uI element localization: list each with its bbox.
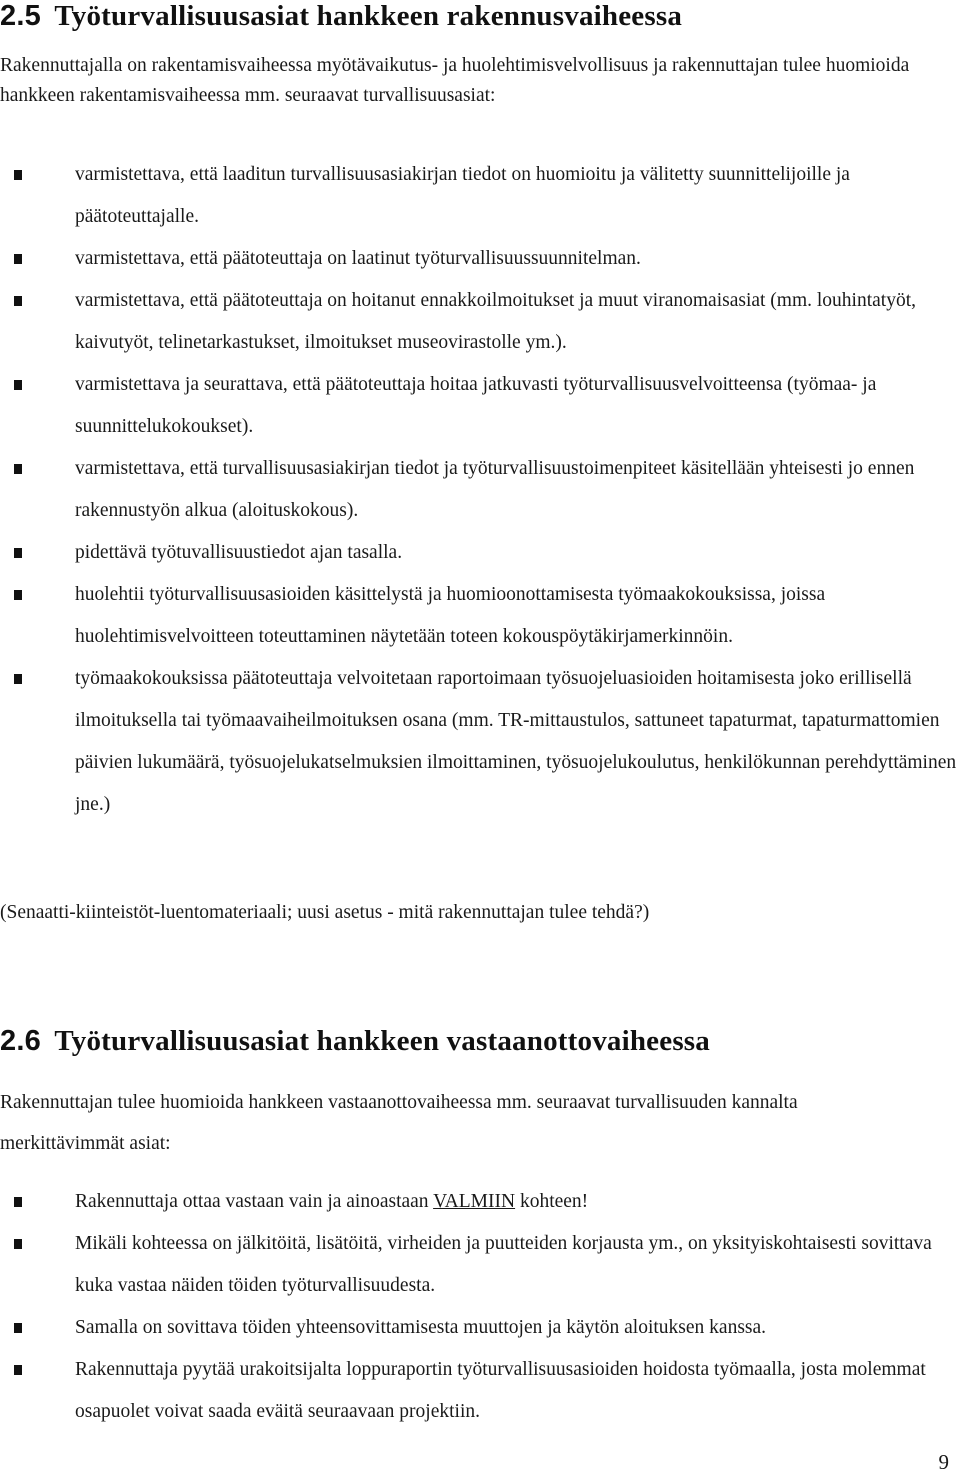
square-bullet-icon xyxy=(14,1239,22,1249)
list-item-text: varmistettava, että päätoteuttaja on hoitanut ennakkoilmoitukset ja muut viranomaisasiat (mm. louhintatyöt, kaivutyöt, telinetarkastukset, ilmoitukset museovirastolle ym.). xyxy=(75,290,917,353)
square-bullet-icon xyxy=(14,674,22,684)
section-number: 2.6 xyxy=(0,1025,41,1057)
list-item-text: varmistettava, että laaditun turvallisuusasiakirjan tiedot on huomioitu ja välitetty suunnittelijoille ja päätoteuttajalle. xyxy=(75,164,850,227)
list-item xyxy=(0,1223,958,1307)
section-title: Työturvallisuusasiat hankkeen rakennusvaiheessa xyxy=(54,0,683,32)
list-item xyxy=(0,154,958,238)
list-item xyxy=(0,238,958,280)
square-bullet-icon xyxy=(14,1197,22,1207)
section-intro: Rakennuttajalla on rakentamisvaiheessa myötävaikutus- ja huolehtimisvelvollisuus ja rakennuttajan tulee huomioida hankkeen rakentamisvaiheessa mm. seuraavat turvallisuusasiat: xyxy=(0,55,910,106)
list-item xyxy=(0,448,958,532)
list-item-text-start: Rakennuttaja ottaa vastaan vain ja ainoastaan xyxy=(75,1191,434,1212)
square-bullet-icon xyxy=(14,254,22,264)
section-intro: Rakennuttajan tulee huomioida hankkeen vastaanottovaiheessa mm. seuraavat turvallisuuden kannalta merkittävimmät asiat: xyxy=(0,1092,798,1154)
page-number: 9 xyxy=(938,1450,949,1474)
square-bullet-icon xyxy=(14,590,22,600)
square-bullet-icon xyxy=(14,296,22,306)
list-item-text: varmistettava, että turvallisuusasiakirjan tiedot ja työturvallisuustoimenpiteet käsitellään yhteisesti jo ennen rakennustyön alkua (aloituskokous). xyxy=(75,458,915,521)
list-item-text: Samalla on sovittava töiden yhteensovittamisesta muuttojen ja käytön aloituksen kanssa. xyxy=(75,1317,767,1338)
list-item-text: pidettävä työtuvallisuustiedot ajan tasalla. xyxy=(75,542,403,563)
list-item-text: huolehtii työturvallisuusasioiden käsittelystä ja huomioonottamisesta työmaakokouksissa, joissa huolehtimisvelvoitteen toteuttaminen näytetään toteen kokouspöytäkirjamerkinnöin. xyxy=(75,584,826,647)
square-bullet-icon xyxy=(14,1323,22,1333)
square-bullet-icon xyxy=(14,1365,22,1375)
list-item xyxy=(0,658,958,826)
list-item-text: varmistettava ja seurattava, että päätoteuttaja hoitaa jatkuvasti työturvallisuusvelvoitteensa (työmaa- ja suunnittelukokoukset). xyxy=(75,374,877,437)
list-item-text: varmistettava, että päätoteuttaja on laatinut työturvallisuussuunnitelman. xyxy=(75,248,641,269)
section-number: 2.5 xyxy=(0,0,41,32)
square-bullet-icon xyxy=(14,464,22,474)
list-item-text-end: kohteen! xyxy=(515,1191,589,1212)
section-title: Työturvallisuusasiat hankkeen vastaanottovaiheessa xyxy=(54,1025,710,1057)
source-note: (Senaatti-kiinteistöt-luentomateriaali; uusi asetus - mitä rakennuttajan tulee tehdä?) xyxy=(0,902,650,923)
list-item xyxy=(0,1181,958,1223)
list-item xyxy=(0,532,958,574)
list-item xyxy=(0,1307,958,1349)
square-bullet-icon xyxy=(14,170,22,180)
bullet-list xyxy=(0,1181,958,1433)
list-item-text: työmaakokouksissa päätoteuttaja velvoitetaan raportoimaan työsuojeluasioiden hoitamisesta joko erillisellä ilmoituksella tai työmaavaiheilmoituksen osana (mm. TR-mittaustulos, sattuneet tapaturmat, tapaturmattomien päivien lukumäärä, työsuojelukatselmuksien ilmoittaminen, työsuojelukoulutus, henkilökunnan perehdyttäminen jne.) xyxy=(75,668,957,815)
square-bullet-icon xyxy=(14,380,22,390)
section-heading-2-6 xyxy=(0,1025,710,1058)
list-item xyxy=(0,280,958,364)
list-item xyxy=(0,364,958,448)
underlined-emphasis: VALMIIN xyxy=(433,1191,516,1212)
section-heading-2-5 xyxy=(0,0,682,33)
bullet-list xyxy=(0,154,958,826)
list-item xyxy=(0,574,958,658)
list-item-text: Rakennuttaja pyytää urakoitsijalta loppuraportin työturvallisuusasioiden hoidosta työmaalla, josta molemmat osapuolet voivat saada eväitä seuraavaan projektiin. xyxy=(75,1359,926,1422)
list-item-text: Mikäli kohteessa on jälkitöitä, lisätöitä, virheiden ja puutteiden korjausta ym., on yksityiskohtaisesti sovittava kuka vastaa näiden töiden työturvallisuudesta. xyxy=(75,1233,932,1296)
list-item xyxy=(0,1349,958,1433)
square-bullet-icon xyxy=(14,548,22,558)
